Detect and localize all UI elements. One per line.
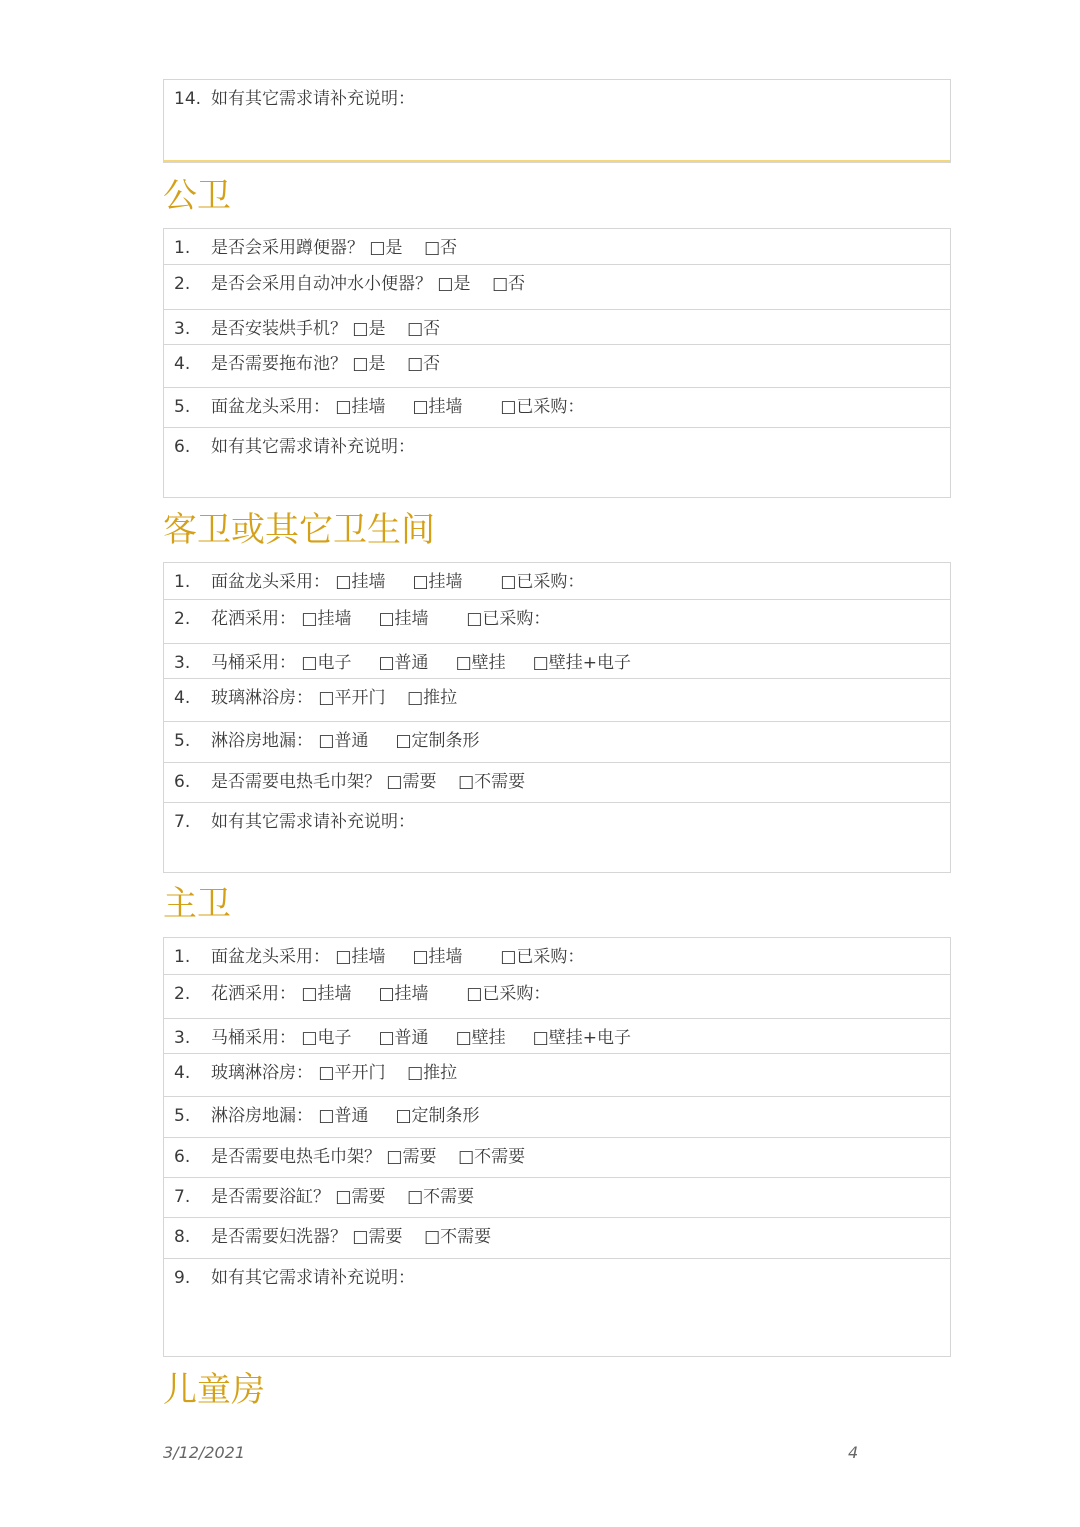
- item-text: 马桶采用： □电子 □普通 □壁挂 □壁挂+电子: [211, 1028, 631, 1048]
- table-row: [164, 1054, 950, 1097]
- other-requirements-table: [163, 79, 951, 163]
- item-number: 4.: [174, 1063, 191, 1083]
- table-row: [164, 1178, 950, 1218]
- item-number: 3.: [174, 653, 191, 673]
- item-text: 如有其它需求请补充说明：: [211, 437, 415, 457]
- item-number: 3.: [174, 1028, 191, 1048]
- item-text: 花洒采用： □挂墙 □挂墙 □已采购：: [211, 984, 551, 1004]
- item-number: 4.: [174, 688, 191, 708]
- table-row: [164, 229, 950, 265]
- item-text: 是否会采用自动冲水小便器？ □是 □否: [211, 274, 526, 294]
- item-text: 淋浴房地漏： □普通 □定制条形: [211, 731, 480, 751]
- table-row: [164, 1019, 950, 1054]
- item-number: 7.: [174, 1187, 191, 1207]
- table-row: [164, 345, 950, 388]
- item-number: 5.: [174, 397, 191, 417]
- table-row: [164, 644, 950, 679]
- item-text: 如有其它需求请补充说明：: [211, 812, 415, 832]
- guest-bathroom-table: [163, 562, 951, 873]
- item-text: 玻璃淋浴房： □平开门 □推拉: [211, 1063, 458, 1083]
- table-row: [164, 265, 950, 310]
- page-number: 4: [848, 1443, 859, 1462]
- item-number: 8.: [174, 1227, 191, 1247]
- table-row: [164, 563, 950, 600]
- table-row: [164, 310, 950, 345]
- item-number: 1.: [174, 947, 191, 967]
- table-row: [164, 1138, 950, 1178]
- table-row: [164, 679, 950, 722]
- section-heading-master-bathroom: 主卫: [163, 884, 231, 924]
- item-number: 14.: [174, 89, 202, 109]
- table-row: [164, 80, 950, 162]
- item-number: 9.: [174, 1268, 191, 1288]
- item-text: 马桶采用： □电子 □普通 □壁挂 □壁挂+电子: [211, 653, 631, 673]
- table-row: [164, 803, 950, 872]
- table-row: [164, 388, 950, 428]
- item-number: 4.: [174, 354, 191, 374]
- table-row: [164, 428, 950, 497]
- item-text: 是否需要电热毛巾架？ □需要 □不需要: [211, 772, 526, 792]
- table-row: [164, 722, 950, 763]
- item-text: 是否需要妇洗器？ □需要 □不需要: [211, 1227, 492, 1247]
- item-number: 6.: [174, 1147, 191, 1167]
- table-row: [164, 763, 950, 803]
- item-number: 6.: [174, 772, 191, 792]
- public-bathroom-table: [163, 228, 951, 498]
- item-text: 是否需要拖布池？ □是 □否: [211, 354, 441, 374]
- item-text: 如有其它需求请补充说明：: [211, 1268, 415, 1288]
- item-number: 5.: [174, 731, 191, 751]
- item-text: 如有其它需求请补充说明：: [211, 89, 415, 109]
- table-row: [164, 1259, 950, 1356]
- item-number: 2.: [174, 609, 191, 629]
- item-text: 玻璃淋浴房： □平开门 □推拉: [211, 688, 458, 708]
- table-row: [164, 938, 950, 975]
- section-heading-guest-bathroom: 客卫或其它卫生间: [163, 510, 435, 550]
- item-text: 花洒采用： □挂墙 □挂墙 □已采购：: [211, 609, 551, 629]
- item-number: 5.: [174, 1106, 191, 1126]
- item-number: 1.: [174, 572, 191, 592]
- item-number: 3.: [174, 319, 191, 339]
- item-number: 2.: [174, 984, 191, 1004]
- item-text: 是否需要浴缸？ □需要 □不需要: [211, 1187, 475, 1207]
- footer-date: 3/12/2021: [163, 1443, 246, 1462]
- item-text: 面盆龙头采用： □挂墙 □挂墙 □已采购：: [211, 947, 585, 967]
- item-text: 是否会采用蹲便器？ □是 □否: [211, 238, 458, 258]
- table-row: [164, 1218, 950, 1259]
- item-number: 6.: [174, 437, 191, 457]
- section-heading-public-bathroom: 公卫: [163, 176, 231, 216]
- item-number: 7.: [174, 812, 191, 832]
- item-text: 面盆龙头采用： □挂墙 □挂墙 □已采购：: [211, 572, 585, 592]
- table-row: [164, 600, 950, 644]
- table-row: [164, 1097, 950, 1138]
- item-text: 面盆龙头采用： □挂墙 □挂墙 □已采购：: [211, 397, 585, 417]
- item-text: 是否需要电热毛巾架？ □需要 □不需要: [211, 1147, 526, 1167]
- item-text: 淋浴房地漏： □普通 □定制条形: [211, 1106, 480, 1126]
- table-row: [164, 975, 950, 1019]
- item-text: 是否安装烘手机？ □是 □否: [211, 319, 441, 339]
- section-heading-kids-room: 儿童房: [163, 1370, 265, 1410]
- item-number: 1.: [174, 238, 191, 258]
- master-bathroom-table: [163, 937, 951, 1357]
- item-number: 2.: [174, 274, 191, 294]
